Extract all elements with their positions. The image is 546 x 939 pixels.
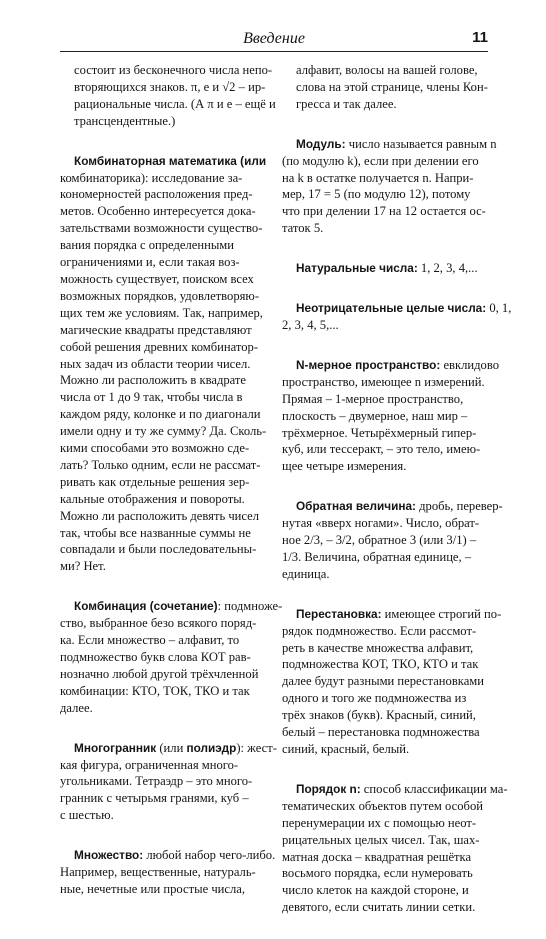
definition-line: ные, нечетные или простые числа,	[60, 881, 246, 896]
glossary-entry	[282, 300, 512, 334]
definition-text: 1, 2, 3, 4,...	[417, 261, 478, 276]
definition-line: магические квадраты представляют	[60, 322, 252, 337]
glossary-entry	[60, 62, 276, 130]
entry-first-line	[282, 498, 503, 515]
definition-line: кими способами это возможно сде-	[60, 441, 250, 456]
glossary-entry	[60, 153, 272, 576]
glossary-entry	[282, 781, 508, 916]
definition-line: куб, или тессеракт, – это тело, имею-	[282, 442, 481, 457]
definition-line: слова на этой странице, члены Кон-	[296, 79, 488, 94]
definition-line: трёх знаков (букв). Красный, синий,	[282, 708, 476, 723]
definition-text: имеющее строгий по-	[381, 606, 502, 621]
glossary-entry	[282, 260, 488, 277]
definition-line: ное 2/3, – 3/2, обратное 3 (или 3/1) –	[282, 533, 477, 548]
definition-line: одного и того же подмножества из	[282, 691, 467, 706]
definition-line: так, чтобы все названные суммы не	[60, 525, 251, 540]
definition-line: ных задач из области теории чисел.	[60, 356, 251, 371]
definition-line: тематических объектов путем особой	[282, 798, 483, 813]
glossary-entry	[282, 136, 497, 237]
definition-line: ривать как отдельные решения зер-	[60, 474, 250, 489]
definition-line: каждом ряду, колонке и по диагонали	[60, 407, 261, 422]
definition-line: Можно ли расположить девять чисел	[60, 508, 260, 523]
definition-line: далее.	[60, 700, 93, 715]
glossary-term: полиэдр	[186, 740, 237, 755]
entry-first-line	[282, 260, 488, 277]
entry-first-line	[282, 781, 508, 798]
entry-first-line	[60, 740, 277, 757]
definition-text: 0, 1,	[486, 301, 512, 316]
definition-line: имели одну и ту же сумму? Да. Сколь-	[60, 424, 267, 439]
definition-line: ка. Если множество – алфавит, то	[60, 633, 240, 648]
glossary-entry	[60, 598, 283, 716]
glossary-entry	[282, 498, 503, 583]
definition-line: матная доска – квадратная решётка	[282, 849, 472, 864]
definition-line: перенумерации их с помощью неот-	[282, 815, 477, 830]
definition-line: единица.	[282, 566, 330, 581]
glossary-term: Неотрицательные целые числа:	[296, 301, 487, 316]
definition-line: угольниками. Тетраэдр – это много-	[60, 774, 253, 789]
definition-line: белый – перестановка подмножества	[282, 725, 480, 740]
glossary-entry	[282, 606, 502, 758]
definition-line: подмножества КОТ, ТКО, КТО и так	[282, 657, 479, 672]
definition-line: зательствами возможности существо-	[60, 221, 263, 236]
definition-line: нутая «вверх ногами». Число, обрат-	[282, 516, 480, 531]
definition-line: трёхмерное. Четырёхмерный гипер-	[282, 425, 477, 440]
definition-text: число называется равным n	[345, 136, 497, 151]
definition-line: реть в качестве множества алфавит,	[282, 640, 474, 655]
glossary-term: Модуль:	[296, 136, 346, 151]
entry-first-line	[60, 153, 272, 170]
entry-first-line	[60, 598, 283, 615]
glossary-entry	[282, 357, 499, 475]
definition-line: что при делении 17 на 12 остается ос-	[282, 204, 486, 219]
glossary-entry	[60, 740, 277, 825]
definition-line: собой решения древних комбинатор-	[60, 339, 259, 354]
definition-line: число клеток на каждой стороне, и	[282, 883, 469, 898]
definition-text: евклидово	[440, 357, 499, 372]
definition-text: ): жест-	[236, 740, 277, 755]
entry-first-line	[60, 847, 276, 864]
definition-line: рядок подмножество. Если рассмот-	[282, 623, 477, 638]
definition-line: рациональные числа. (А π и e – ещё и	[74, 96, 276, 111]
definition-text: (или	[156, 740, 187, 755]
definition-line: ограничениями и, если такая воз-	[60, 255, 240, 270]
definition-line: 1/3. Величина, обратная единице, –	[282, 549, 472, 564]
definition-line: комбинаторика): исследование за-	[60, 170, 243, 185]
glossary-term: Обратная величина:	[296, 499, 416, 514]
glossary-term: N-мерное пространство:	[296, 357, 441, 372]
running-title: Введение	[243, 30, 305, 47]
definition-line: на k в остатке получается n. Напри-	[282, 170, 474, 185]
definition-line: лать? Только одним, если не рассмат-	[60, 457, 261, 472]
definition-line: щее четыре измерения.	[282, 459, 407, 474]
definition-line: щих тем же условиям. Так, например,	[60, 305, 263, 320]
definition-line: нозначно любой другой трёхчленной	[60, 666, 259, 681]
definition-line: можность существует, поиском всех	[60, 271, 254, 286]
definition-line: Можно ли расположить в квадрате	[60, 373, 247, 388]
definition-line: ми? Нет.	[60, 559, 106, 574]
definition-line: восьмого порядка, если нумеровать	[282, 866, 473, 881]
definition-line: 2, 3, 4, 5,...	[282, 317, 339, 332]
definition-line: подмножество букв слова КОТ рав-	[60, 650, 251, 664]
definition-line: гранник с четырьмя гранями, куб –	[60, 791, 249, 806]
definition-line: состоит из бесконечного числа непо-	[74, 63, 273, 77]
page-header	[60, 26, 488, 50]
definition-line: Прямая – 1-мерное пространство,	[282, 391, 464, 406]
glossary-term: Порядок n:	[296, 781, 361, 796]
definition-line: пространство, имеющее n измерений.	[282, 374, 485, 389]
definition-line: гресса и так далее.	[296, 96, 397, 111]
definition-text: любой набор чего-либо.	[143, 848, 276, 863]
entry-first-line	[282, 136, 497, 153]
definition-line: мер, 17 = 5 (по модулю 12), потому	[282, 187, 471, 202]
glossary-entry	[60, 847, 276, 898]
definition-line: с шестью.	[60, 808, 114, 823]
glossary-term: Перестановка:	[296, 606, 382, 621]
left-column	[60, 62, 283, 921]
definition-line: возможных порядков, удовлетворяю-	[60, 288, 260, 303]
definition-line: ство, выбранное безо всякого поряд-	[60, 616, 257, 631]
glossary-term: Комбинация (сочетание)	[74, 599, 218, 614]
definition-line: девятого, если считать линии сетки.	[282, 900, 476, 915]
entry-first-line	[282, 357, 499, 374]
definition-line: рицательных целых чисел. Так, шах-	[282, 832, 480, 847]
right-column	[282, 62, 512, 939]
definition-line: кая фигура, ограниченная много-	[60, 757, 239, 772]
definition-line: Например, вещественные, натураль-	[60, 865, 256, 880]
page-number: 11	[472, 29, 488, 46]
definition-line: алфавит, волосы на вашей голове,	[296, 63, 478, 77]
definition-line: комбинации: КТО, ТОК, ТКО и так	[60, 683, 250, 698]
definition-text: : подмноже-	[217, 599, 283, 614]
definition-line: числа от 1 до 9 так, чтобы числа в	[60, 390, 243, 405]
definition-line: трансцендентные.)	[74, 113, 176, 128]
definition-text: дробь, перевер-	[415, 499, 503, 514]
definition-line: (по модулю k), если при делении его	[282, 153, 479, 168]
glossary-term: Многогранник	[74, 740, 157, 755]
definition-line: вания порядка с определенными	[60, 238, 235, 253]
definition-line: синий, красный, белый.	[282, 742, 410, 756]
glossary-term: Множество:	[74, 848, 144, 863]
definition-line: кономерностей расположения пред-	[60, 187, 253, 202]
header-rule	[60, 51, 488, 52]
glossary-entry	[282, 62, 488, 113]
definition-line: таток 5.	[282, 221, 324, 236]
entry-first-line	[282, 300, 512, 317]
definition-line: совпадали и были последовательны-	[60, 542, 257, 557]
definition-line: кальные отображения и повороты.	[60, 491, 245, 506]
definition-text: способ классификации ма-	[360, 781, 508, 796]
definition-line: далее будут разными перестановками	[282, 674, 485, 689]
entry-first-line	[282, 606, 502, 623]
definition-line: вторяющихся знаков. π, e и √2 – ир-	[74, 79, 266, 94]
glossary-term: Комбинаторная математика (или	[74, 153, 267, 168]
glossary-term: Натуральные числа:	[296, 261, 418, 276]
definition-line: плоскость – двумерное, наш мир –	[282, 408, 468, 423]
definition-line: метов. Особенно интересуется дока-	[60, 204, 256, 219]
